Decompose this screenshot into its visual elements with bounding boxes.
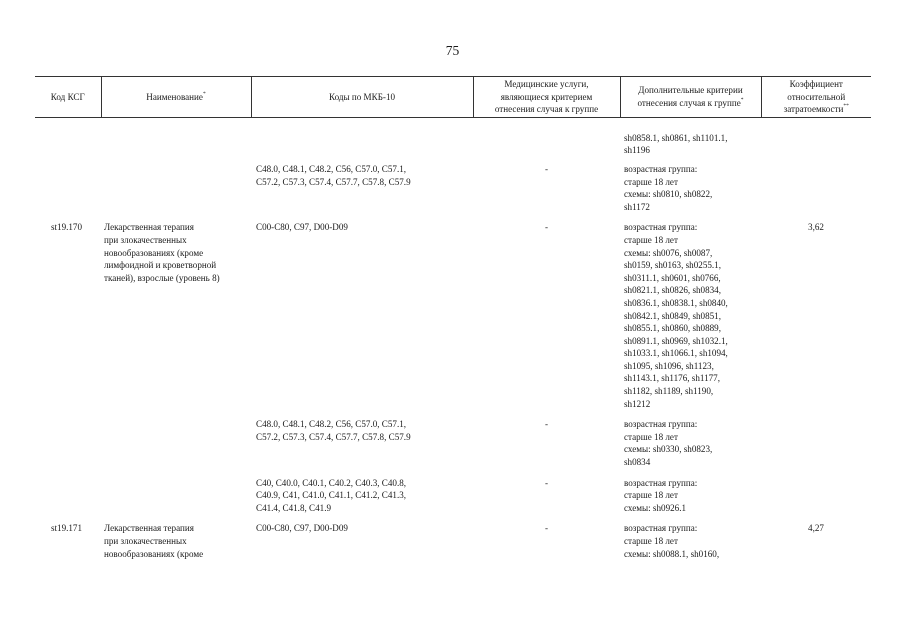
cell-code [35,418,101,468]
table-spacer [35,117,871,132]
cell-criteria: возрастная группа: старше 18 лет схемы: sh0330, sh0823, sh0834 [624,419,713,468]
cell-coef [761,418,871,468]
cell-mkb: C48.0, C48.1, C48.2, C56, C57.0, C57.1, C57.2, C57.3, C57.4, C57.7, C57.8, C57.9 [256,163,411,187]
cell-services: - [544,523,549,534]
header-name-footnote-mark: * [202,90,206,97]
cell-coef [761,132,871,157]
cell-code [35,132,101,157]
cell-name [101,477,251,515]
table-row [35,163,871,213]
header-coef: Коэффициент относительной затратоемкости** [761,77,871,118]
header-mkb: Коды по МКБ-10 [251,77,473,118]
table-row [35,522,871,560]
cell-services: - [544,419,549,430]
cell-code [35,163,101,213]
cell-mkb [251,132,473,157]
cell-coef [761,477,871,515]
table-row [35,221,871,410]
cell-code: st19.171 [50,523,83,534]
cell-criteria: возрастная группа: старше 18 лет схемы: sh0076, sh0087, sh0159, sh0163, sh0255.1, sh0311.1, sh0601, sh0766, sh0821.1, sh0826, sh0834, sh0836.1, sh0838.1, sh0840, sh0842.1, sh0849, sh0851, sh0855.1, sh0860, sh0889, sh0891.1, sh0969, sh1032.1, sh1033.1, sh1066.1, sh1094, sh1095, sh1096, sh1123, sh1143.1, sh1176, sh1177, sh1182, sh1189, sh1190, sh1212 [624,222,728,409]
cell-criteria: возрастная группа: старше 18 лет схемы: sh0088.1, sh0160, [624,523,720,559]
cell-coef: 3,62 [808,222,824,233]
header-criteria-footnote-mark: * [740,96,744,103]
cell-name [101,418,251,468]
page-number: 75 [445,43,460,58]
cell-code: st19.170 [50,222,83,233]
table-spacer [35,514,871,522]
cell-mkb: C48.0, C48.1, C48.2, C56, C57.0, C57.1, C57.2, C57.3, C57.4, C57.7, C57.8, C57.9 [256,419,411,442]
table-spacer [35,469,871,477]
header-services: Медицинские услуги, являющиеся критерием отнесения случая к группе [473,77,620,118]
cell-name [101,132,251,157]
cell-criteria: возрастная группа: старше 18 лет схемы: sh0810, sh0822, sh1172 [624,163,713,212]
cell-mkb: C00-C80, C97, D00-D09 [256,523,348,534]
cell-coef [761,163,871,213]
table-spacer [35,410,871,418]
header-coef-footnote-mark: ** [843,103,849,110]
cell-services: - [544,477,549,488]
header-code: Код КСГ [35,77,101,118]
table-spacer [35,213,871,221]
cell-code [35,477,101,515]
table-row [35,418,871,468]
cell-services [473,132,620,157]
cell-mkb: C40, C40.0, C40.1, C40.2, C40.3, C40.8, C40.9, C41, C41.0, C41.1, C41.2, C41.3, C41.4, C41.8, C41.9 [256,477,407,513]
cell-coef: 4,27 [808,523,824,534]
cell-criteria: sh0858.1, sh0861, sh1101.1, sh1196 [624,132,728,156]
ksg-table [35,76,871,560]
cell-name [101,163,251,213]
cell-criteria: возрастная группа: старше 18 лет схемы: sh0926.1 [624,477,698,513]
cell-services: - [544,163,549,174]
header-criteria: Дополнительные критерии отнесения случая к группе* [620,77,761,118]
cell-mkb: C00-C80, C97, D00-D09 [256,222,348,233]
cell-name: Лекарственная терапия при злокачественных новообразованиях (кроме лимфоидной и кроветворной тканей), взрослые (уровень 8) [104,222,220,283]
cell-name: Лекарственная терапия при злокачественных новообразованиях (кроме [104,523,204,559]
header-name: Наименование* [101,77,251,118]
cell-services: - [544,222,549,233]
table-row [35,132,871,157]
table-row [35,477,871,515]
table-header-row [35,77,871,118]
